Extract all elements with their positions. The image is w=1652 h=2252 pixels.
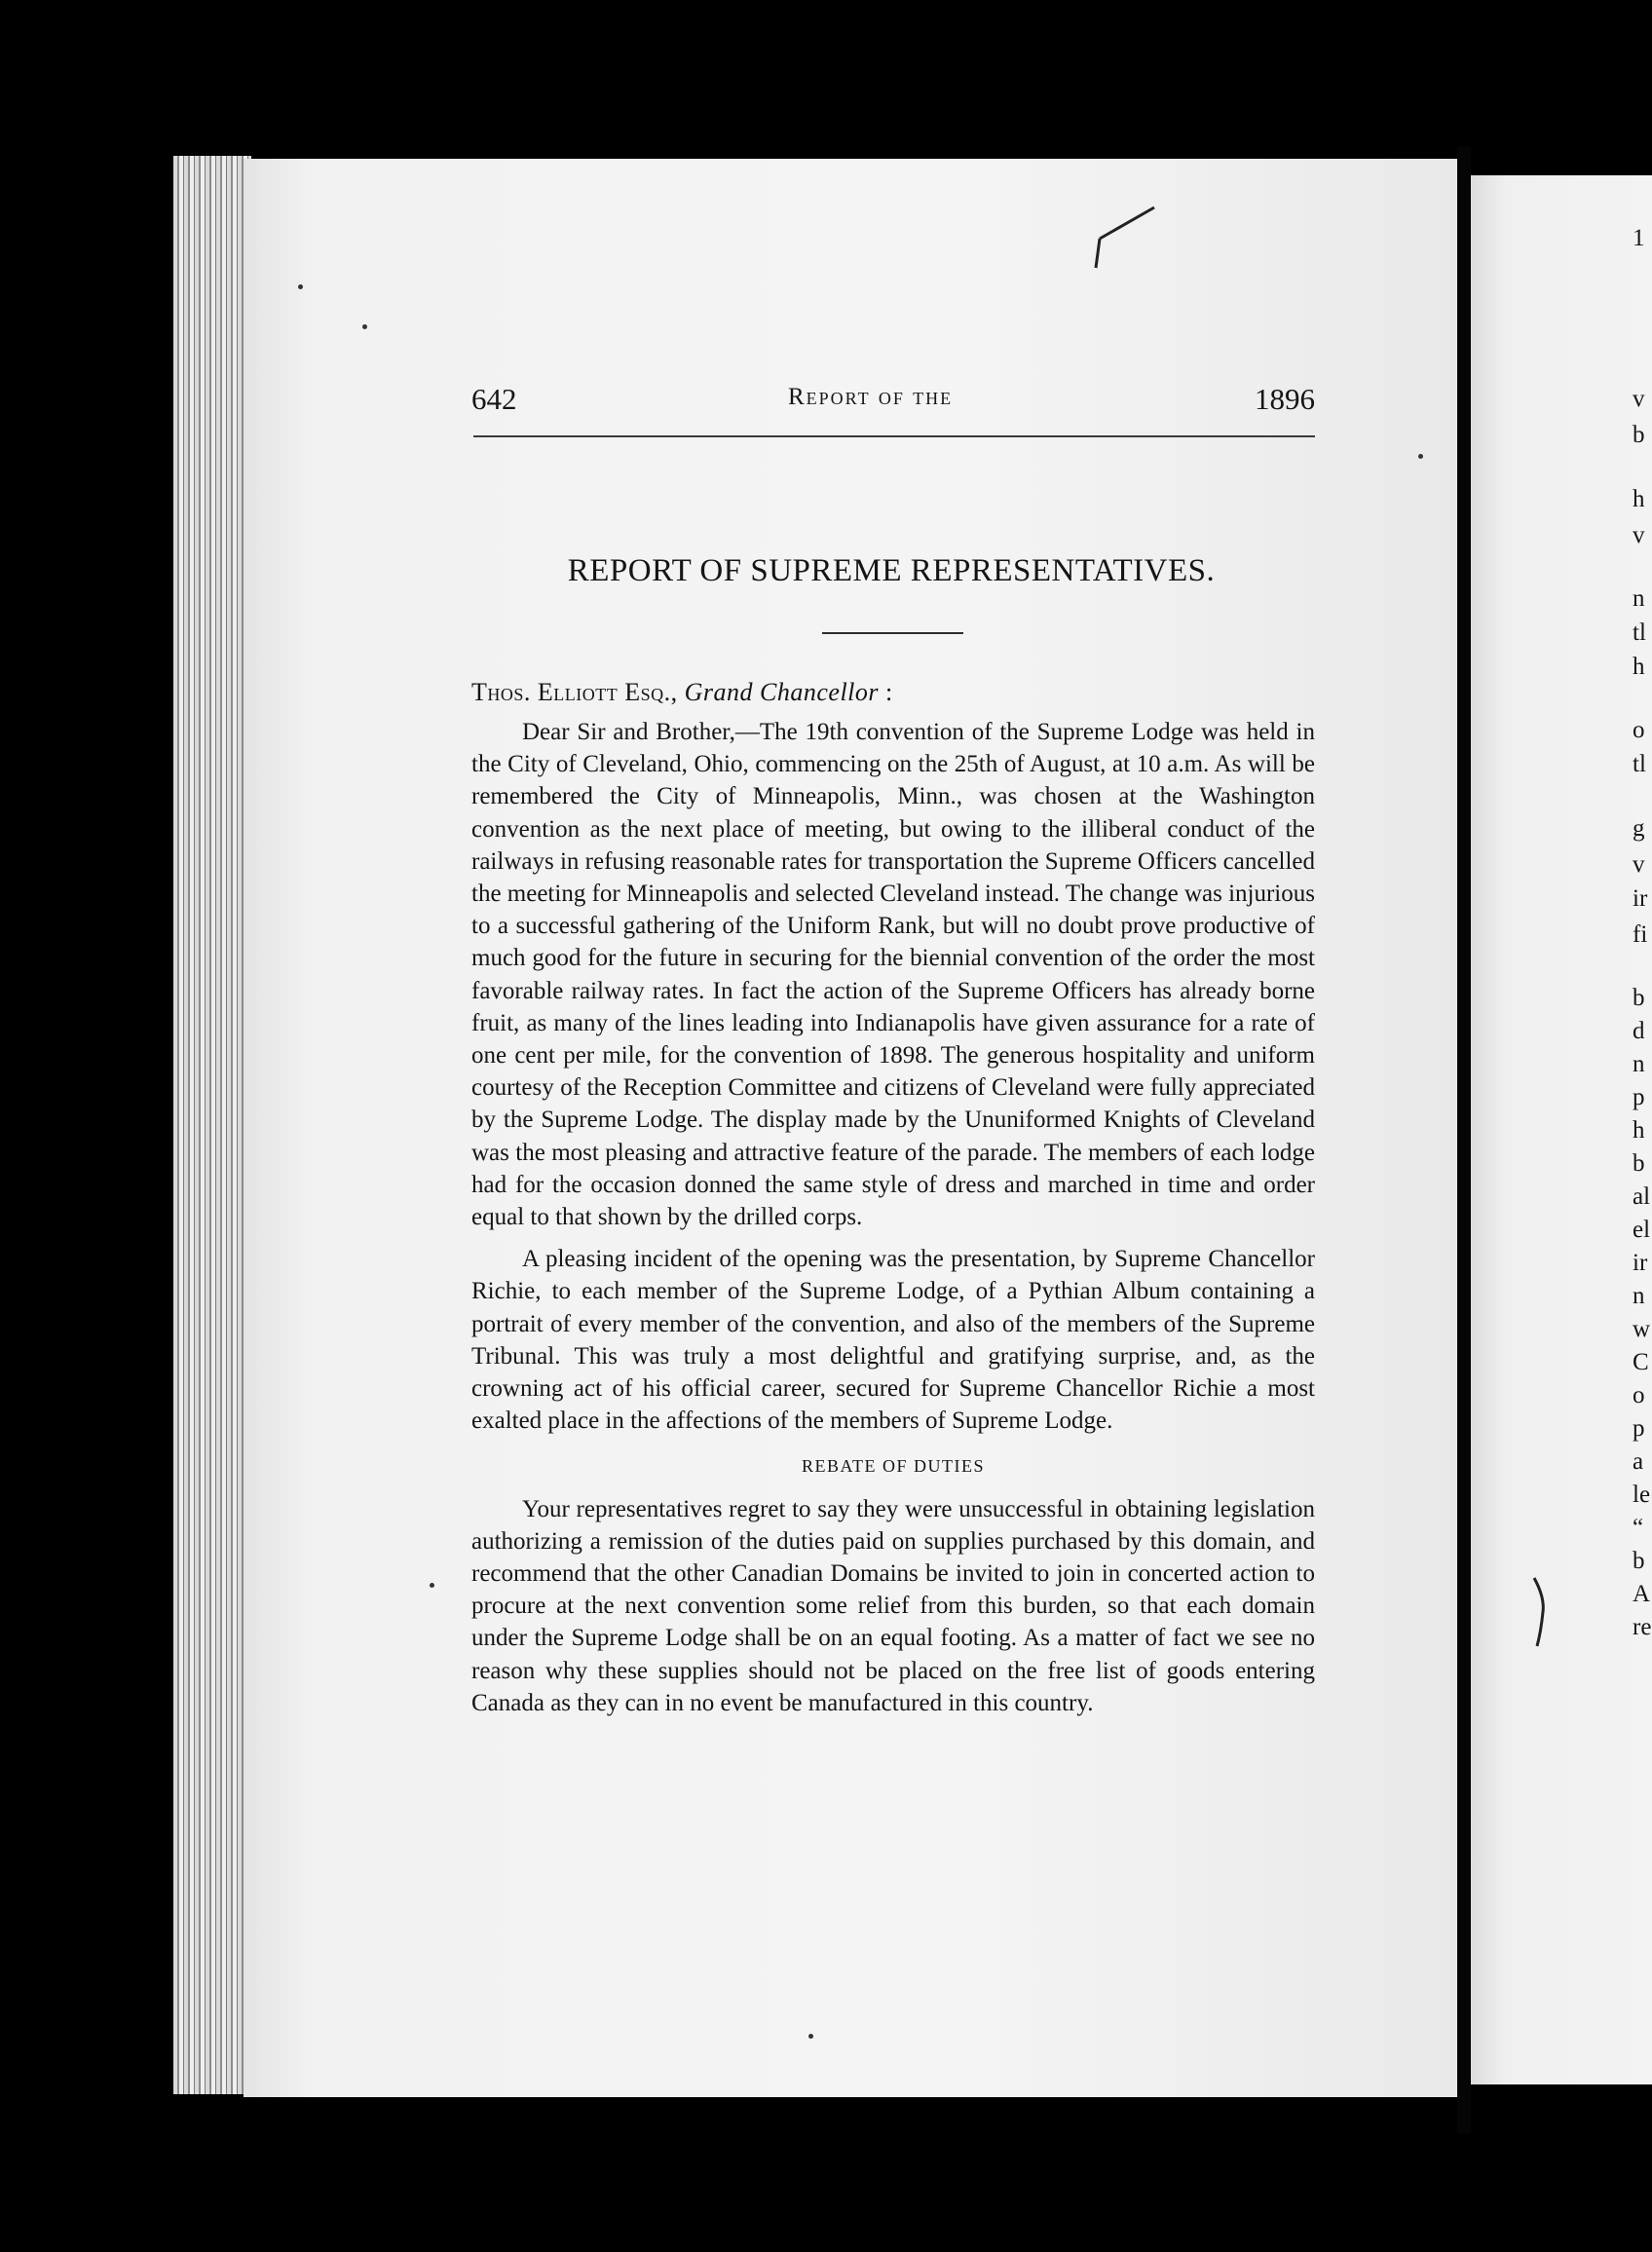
salutation-role: Grand Chancellor — [684, 678, 880, 706]
salutation-name: Thos. Elliott Esq., — [471, 678, 678, 706]
facing-page-letter: b — [1633, 1548, 1645, 1574]
facing-page-letter: d — [1633, 1018, 1645, 1044]
facing-page-letter: n — [1633, 1283, 1645, 1309]
pen-mark-bracket — [1529, 1573, 1558, 1651]
facing-page-letter: “ — [1633, 1515, 1644, 1541]
facing-page-letter: g — [1633, 815, 1645, 842]
facing-page-letter: el — [1633, 1217, 1651, 1243]
facing-page-letter: o — [1633, 717, 1645, 743]
facing-page-letter: tl — [1633, 619, 1646, 646]
running-head-year: 1896 — [1255, 382, 1315, 416]
book-page-edges — [173, 156, 251, 2094]
facing-page-letter: v — [1633, 386, 1645, 412]
page-title: REPORT OF SUPREME REPRESENTATIVES. — [567, 553, 1216, 588]
facing-page-letter: w — [1633, 1316, 1651, 1342]
pen-mark — [1086, 200, 1164, 273]
section-heading: REBATE OF DUTIES — [801, 1456, 985, 1477]
scan-speck — [808, 2034, 813, 2039]
facing-page-letter: b — [1633, 1150, 1645, 1177]
salutation-colon: : — [879, 678, 893, 706]
book-gutter — [1457, 146, 1471, 2133]
facing-page-letter: h — [1633, 654, 1645, 680]
scan-speck — [298, 284, 303, 289]
facing-page — [1471, 175, 1652, 2084]
scan-speck — [362, 324, 367, 329]
facing-page-letter: v — [1633, 851, 1645, 878]
facing-page-letter: re — [1633, 1614, 1652, 1640]
body-text — [471, 716, 1315, 1719]
facing-page-letter: b — [1633, 985, 1645, 1011]
facing-page-letter: a — [1633, 1448, 1644, 1475]
facing-page-letter: fi — [1633, 921, 1648, 948]
header-rule — [473, 435, 1315, 437]
title-rule — [822, 632, 963, 634]
paragraph: A pleasing incident of the opening was the presentation, by Supreme Chancellor Richie, to each member of the Supreme Lodge, of a Pythian Album containing a portrait of every member of the convention, and also of the members of the Supreme Tribunal. This was truly a most delightful and gratifying surprise, and, as the crowning act of his official career, secured for Supreme Chancellor Richie a most exalted place in the affections of the members of Supreme Lodge. — [471, 1246, 1315, 1435]
facing-page-letter: n — [1633, 585, 1645, 612]
facing-page-letter: v — [1633, 522, 1645, 548]
facing-page-letter: tl — [1633, 751, 1646, 777]
page-number: 642 — [471, 382, 517, 416]
running-head — [471, 382, 1315, 421]
facing-page-letter: A — [1633, 1581, 1651, 1607]
scan-speck — [430, 1583, 434, 1588]
facing-page-letter: p — [1633, 1084, 1645, 1110]
paragraph: Your representatives regret to say they were unsuccessful in obtaining legislation authorizing a remission of the duties paid on supplies purchased by this domain, and recommend that the other Canadian Domains be invited to join in concerted action to procure at the next convention some relief from this burden, so that each domain under the Supreme Lodge shall be on an equal footing. As a matter of fact we see no reason why these supplies should not be placed on the free list of goods entering Canada as they can in no event be manufactured in this country. — [471, 1495, 1315, 1716]
facing-page-letter: ir — [1633, 1250, 1648, 1276]
facing-page-letter: h — [1633, 486, 1645, 512]
facing-page-letter: C — [1633, 1349, 1649, 1375]
facing-page-letter: 1 — [1633, 225, 1645, 251]
facing-page-letter: al — [1633, 1183, 1651, 1210]
facing-page-letter: le — [1633, 1482, 1651, 1508]
salutation — [471, 678, 893, 707]
scan-speck — [1418, 454, 1423, 459]
facing-page-letter: ir — [1633, 885, 1648, 912]
facing-page-letter: o — [1633, 1382, 1645, 1408]
facing-page-letter: h — [1633, 1117, 1645, 1144]
paragraph: Dear Sir and Brother,—The 19th convention of the Supreme Lodge was held in the City of Cleveland, Ohio, commencing on the 25th of August, at 10 a.m. As will be remembered the City of Minneapolis, Minn., was chosen at the Washington convention as the next place of meeting, but owing to the illiberal conduct of the railways in refusing reasonable rates for transportation the Supreme Officers cancelled the meeting for Minneapolis and selected Cleveland instead. The change was injurious to a successful gathering of the Uniform Rank, but will no doubt prove productive of much good for the future in securing for the biennial convention of the order the most favorable railway rates. In fact the action of the Supreme Officers has already borne fruit, as many of the lines leading into Indianapolis have given assurance for a rate of one cent per mile, for the convention of 1898. The generous hospitality and uniform courtesy of the Reception Committee and citizens of Cleveland were fully appreciated by the Supreme Lodge. The display made by the Ununiformed Knights of Cleveland was the most pleasing and attractive feature of the parade. The members of each lodge had for the occasion donned the same style of dress and marched in time and order equal to that shown by the drilled corps. — [471, 719, 1315, 1231]
facing-page-letter: b — [1633, 422, 1645, 448]
facing-page-letter: p — [1633, 1415, 1645, 1442]
running-head-title: Report of the — [788, 384, 954, 410]
facing-page-letter: n — [1633, 1051, 1645, 1077]
